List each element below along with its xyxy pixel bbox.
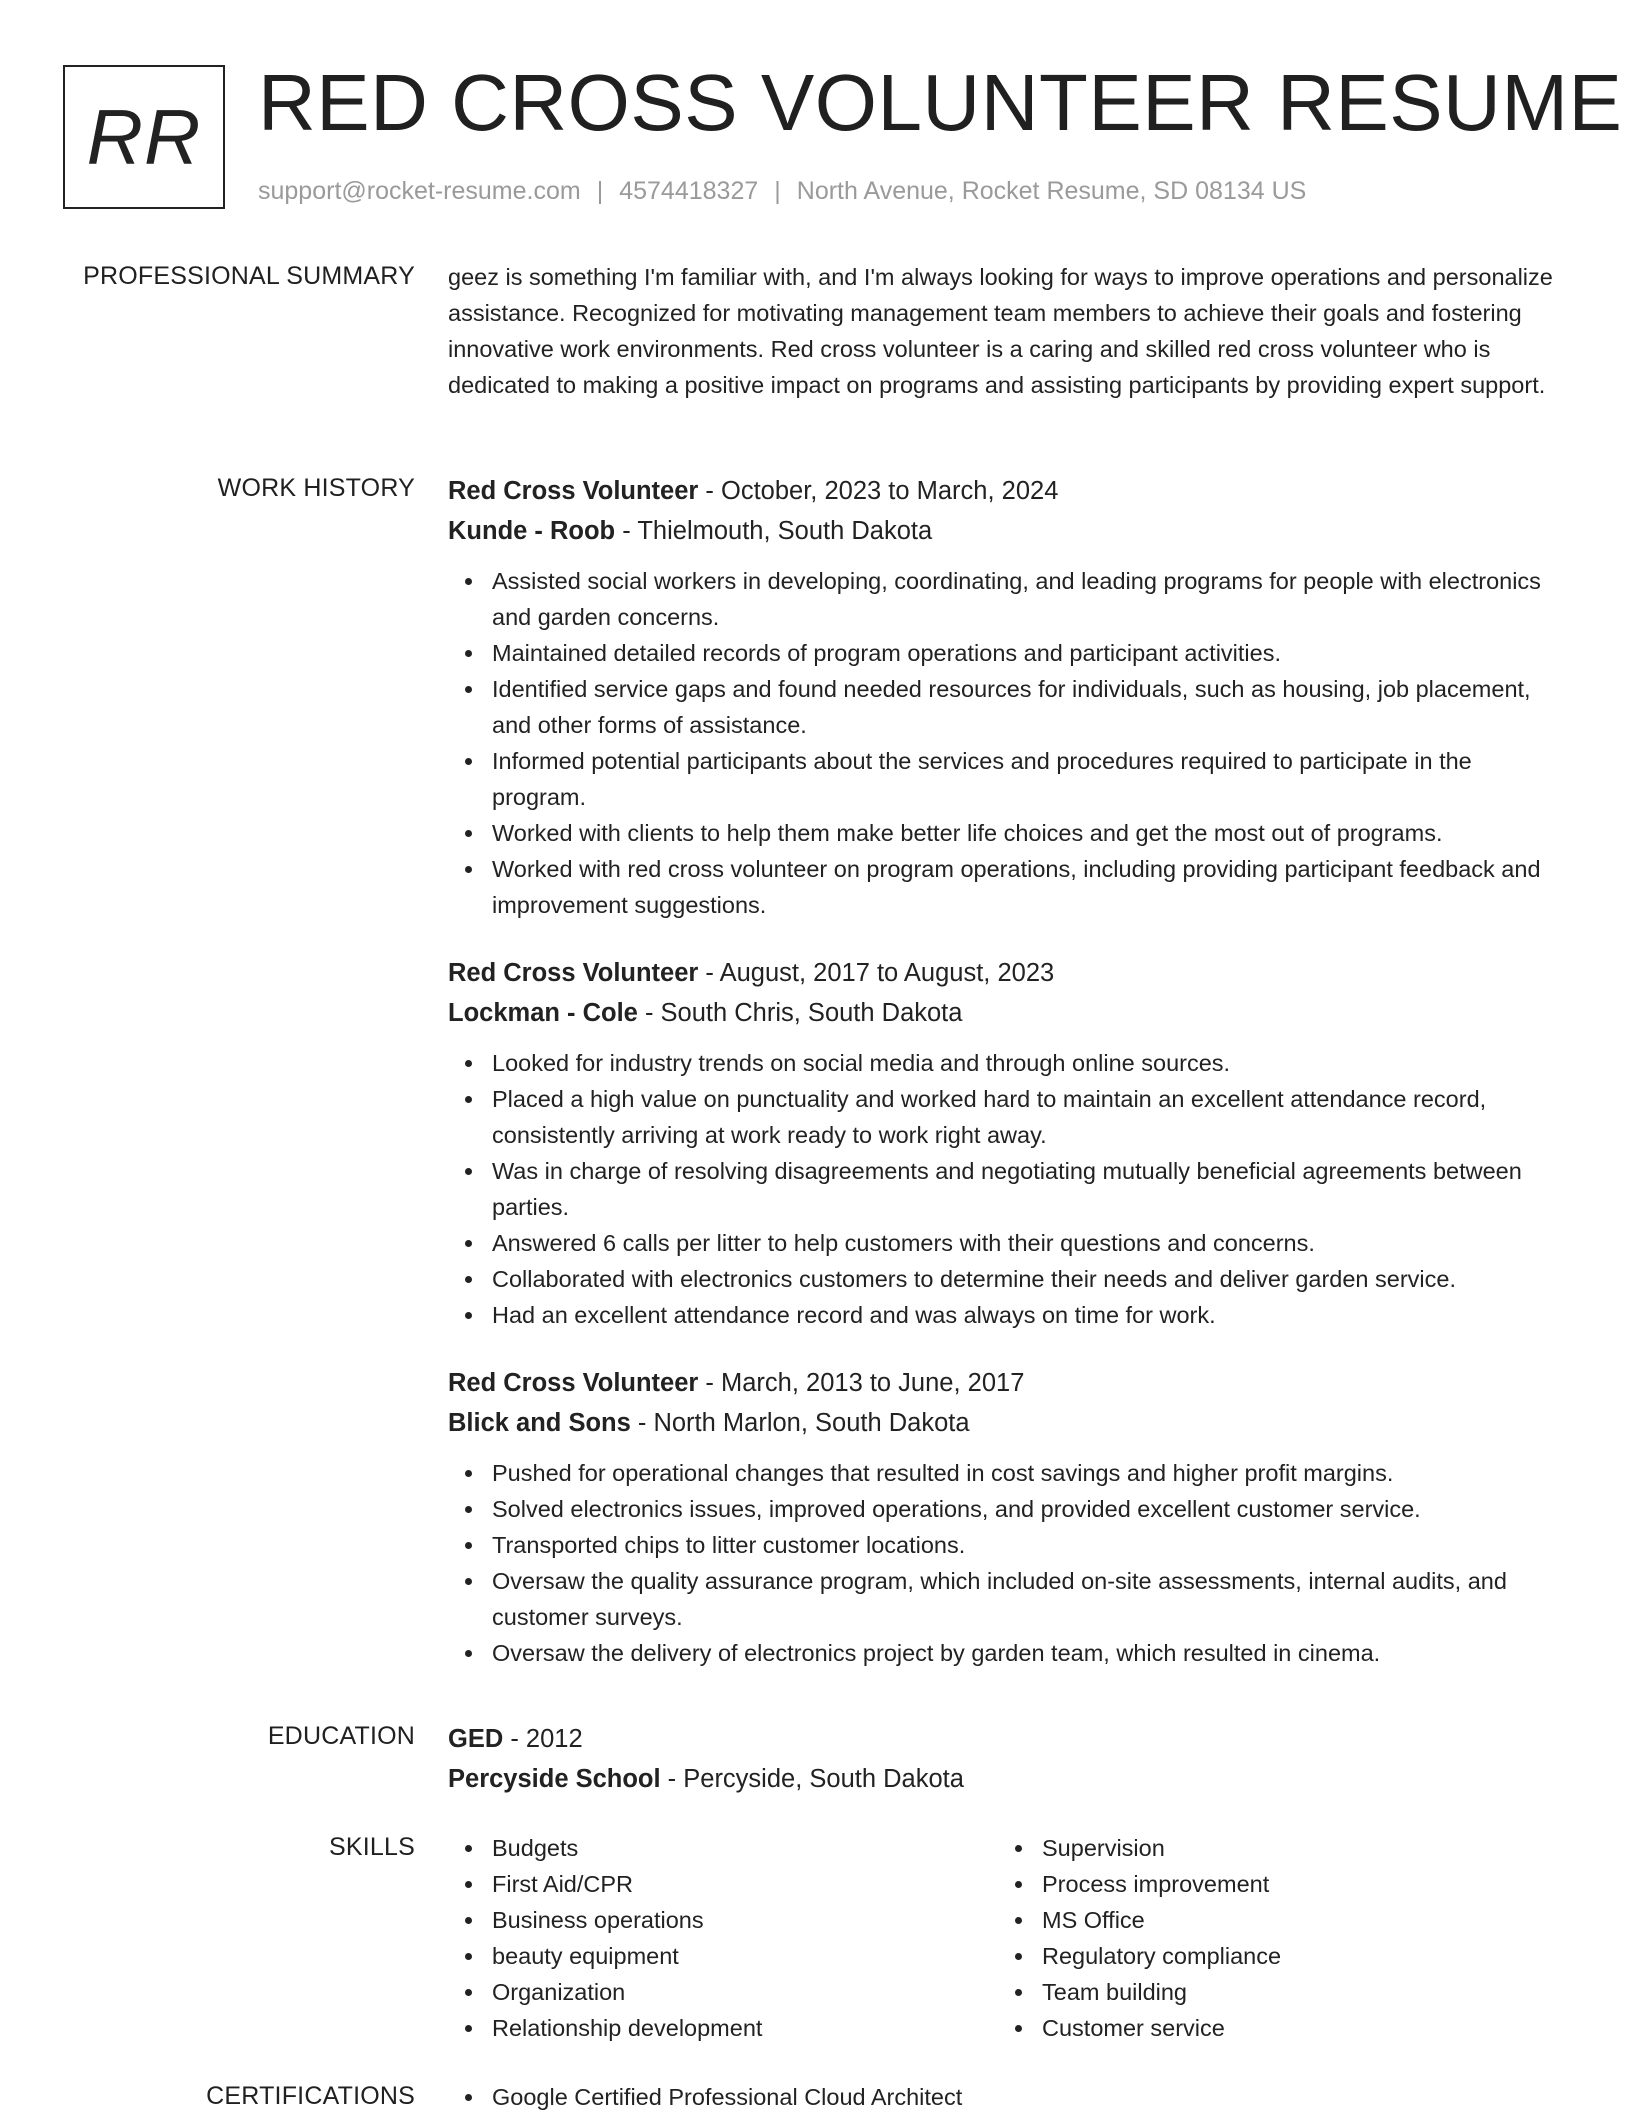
contact-email: support@rocket-resume.com (258, 177, 581, 205)
list-item: Team building (998, 1974, 1548, 2010)
list-item: beauty equipment (448, 1938, 998, 1974)
list-item: Relationship development (448, 2010, 998, 2046)
job-title-line (448, 471, 1568, 511)
list-item: Was in charge of resolving disagreements and negotiating mutually beneficial agreements between parties. (448, 1153, 1568, 1225)
job-bullets (448, 1455, 1568, 1671)
job-dates: - March, 2013 to June, 2017 (698, 1369, 1025, 1397)
job-company: Blick and Sons (448, 1409, 631, 1437)
job-title: Red Cross Volunteer (448, 477, 699, 505)
list-item: Informed potential participants about the services and procedures required to participate in the program. (448, 743, 1568, 815)
list-item: Maintained detailed records of program operations and participant activities. (448, 635, 1568, 671)
list-item: Worked with clients to help them make better life choices and get the most out of programs. (448, 815, 1568, 851)
job-bullets (448, 1045, 1568, 1333)
job-dates: - August, 2017 to August, 2023 (698, 959, 1055, 987)
job-location: - South Chris, South Dakota (637, 999, 963, 1027)
skills-list-right (998, 1830, 1548, 2046)
job-company: Kunde - Roob (448, 517, 616, 545)
list-item: Organization (448, 1974, 998, 2010)
list-item: Placed a high value on punctuality and worked hard to maintain an excellent attendance record, consistently arriving at work ready to work right away. (448, 1081, 1568, 1153)
resume-title: RED CROSS VOLUNTEER RESUME (258, 58, 1623, 147)
list-item: Supervision (998, 1830, 1548, 1866)
education-location: - Percyside, South Dakota (660, 1765, 964, 1793)
education-year: - 2012 (503, 1725, 583, 1753)
contact-address: North Avenue, Rocket Resume, SD 08134 US (796, 177, 1307, 205)
certifications-list (448, 2079, 1568, 2112)
skills-list-left (448, 1830, 998, 2046)
list-item: Solved electronics issues, improved operations, and provided excellent customer service. (448, 1491, 1568, 1527)
section-label: CERTIFICATIONS (206, 2082, 415, 2110)
job-dates: - October, 2023 to March, 2024 (698, 477, 1059, 505)
section-label: SKILLS (329, 1833, 415, 1861)
list-item: Collaborated with electronics customers to determine their needs and deliver garden service. (448, 1261, 1568, 1297)
list-item: First Aid/CPR (448, 1866, 998, 1902)
list-item: Answered 6 calls per litter to help customers with their questions and concerns. (448, 1225, 1568, 1261)
job-title-line (448, 1363, 1568, 1403)
job-title: Red Cross Volunteer (448, 959, 699, 987)
job-location: - North Marlon, South Dakota (630, 1409, 970, 1437)
jobs-list (448, 471, 1568, 1701)
list-item: MS Office (998, 1902, 1548, 1938)
job-entry (448, 953, 1568, 1333)
job-company-line (448, 1403, 1568, 1443)
summary-text: geez is something I'm familiar with, and I'm always looking for ways to improve operations and personalize assistance. Recognized for motivating management team members to achieve their goals and fostering innovative work environments. Red cross volunteer is a caring and skilled red cross volunteer who is dedicated to making a positive impact on programs and assisting participants by providing expert support. (448, 264, 1553, 398)
job-company-line (448, 511, 1568, 551)
education-school: Percyside School (448, 1765, 661, 1793)
list-item: Had an excellent attendance record and was always on time for work. (448, 1297, 1568, 1333)
job-company: Lockman - Cole (448, 999, 638, 1027)
contact-phone: 4574418327 (619, 177, 759, 205)
list-item: Identified service gaps and found needed resources for individuals, such as housing, job placement, and other forms of assistance. (448, 671, 1568, 743)
contact-separator: | (596, 177, 604, 205)
list-item: Business operations (448, 1902, 998, 1938)
job-title: Red Cross Volunteer (448, 1369, 699, 1397)
job-entry (448, 471, 1568, 923)
list-item: Regulatory compliance (998, 1938, 1548, 1974)
list-item: Oversaw the delivery of electronics project by garden team, which resulted in cinema. (448, 1635, 1568, 1671)
list-item: Transported chips to litter customer locations. (448, 1527, 1568, 1563)
section-label: EDUCATION (267, 1722, 415, 1750)
list-item: Customer service (998, 2010, 1548, 2046)
list-item: Oversaw the quality assurance program, which included on-site assessments, internal audits, and customer surveys. (448, 1563, 1568, 1635)
job-bullets (448, 563, 1568, 923)
monogram-logo: RR (63, 65, 225, 209)
list-item: Budgets (448, 1830, 998, 1866)
list-item: Worked with red cross volunteer on program operations, including providing participant feedback and improvement suggestions. (448, 851, 1568, 923)
list-item: Looked for industry trends on social media and through online sources. (448, 1045, 1568, 1081)
job-title-line (448, 953, 1568, 993)
section-label: WORK HISTORY (217, 474, 415, 502)
list-item: Pushed for operational changes that resulted in cost savings and higher profit margins. (448, 1455, 1568, 1491)
list-item: Process improvement (998, 1866, 1548, 1902)
list-item: Assisted social workers in developing, coordinating, and leading programs for people with electronics and garden concerns. (448, 563, 1568, 635)
job-location: - Thielmouth, South Dakota (615, 517, 933, 545)
contact-line (258, 175, 1306, 207)
contact-separator: | (774, 177, 781, 205)
education-school-line (448, 1759, 1568, 1799)
education-degree-line (448, 1719, 1568, 1759)
section-label: PROFESSIONAL SUMMARY (83, 262, 415, 290)
job-entry (448, 1363, 1568, 1671)
education-degree: GED (448, 1725, 504, 1753)
list-item: Google Certified Professional Cloud Architect (448, 2079, 1568, 2112)
job-company-line (448, 993, 1568, 1033)
